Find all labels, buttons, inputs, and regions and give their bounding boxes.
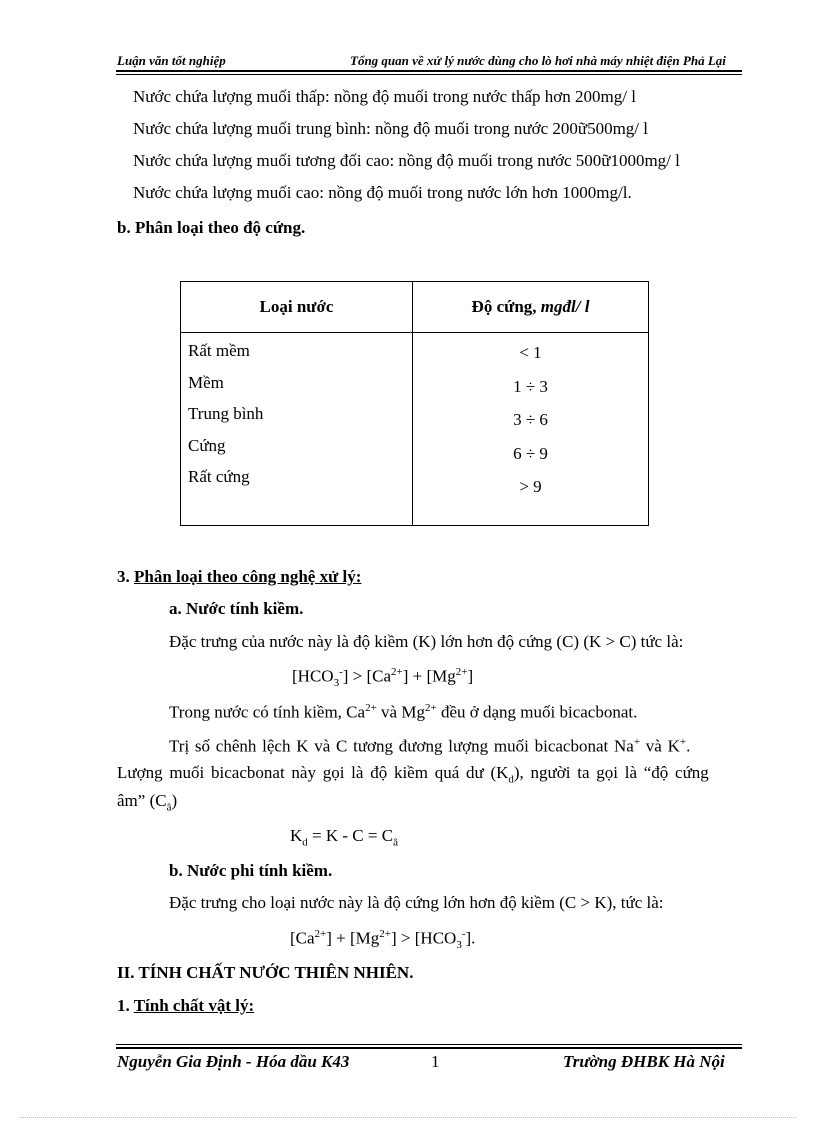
hardness-heading: b. Phân loại theo độ cứng. bbox=[117, 218, 306, 237]
sub-b-formula bbox=[290, 928, 475, 951]
formula-sup: - bbox=[339, 666, 343, 678]
table-row-value: > 9 bbox=[519, 477, 542, 496]
sub-a-line3 bbox=[169, 736, 690, 757]
text-part: đều ở dạng muối bicacbonat. bbox=[436, 702, 638, 722]
sub-b-paragraph: Đặc trưng cho loại nước này là độ cứng lớn hơn độ kiềm (C > K), tức là: bbox=[169, 893, 664, 912]
text-sup: + bbox=[679, 736, 687, 748]
sub-a-line2 bbox=[169, 702, 637, 723]
salt-line-low: Nước chứa lượng muối thấp: nồng độ muối trong nước thấp hơn 200mg/ l bbox=[133, 87, 636, 106]
salt-line-medium: Nước chứa lượng muối trung bình: nồng độ muối trong nước 200ữ500mg/ l bbox=[133, 119, 648, 138]
salt-line-relatively-high: Nước chứa lượng muối tương đối cao: nồng độ muối trong nước 500ữ1000mg/ l bbox=[133, 151, 680, 170]
header-right: Tổng quan về xử lý nước dùng cho lò hơi nhà máy nhiệt điện Phả Lại bbox=[350, 53, 726, 68]
table-row-type: Rất cứng bbox=[188, 467, 250, 486]
text-part: và K bbox=[640, 736, 680, 756]
hardness-table bbox=[180, 281, 649, 526]
text-part: và Mg bbox=[376, 702, 425, 722]
formula-part: [HCO bbox=[292, 666, 334, 686]
table-row-type: Trung bình bbox=[188, 404, 264, 423]
text-sub: d bbox=[508, 773, 514, 786]
formula-sub: 3 bbox=[333, 677, 340, 690]
formula-sup: 2+ bbox=[391, 666, 403, 678]
text-part: Trị số chênh lệch K và C tương đương lượng muối bicacbonat Na bbox=[169, 736, 634, 756]
sub-a-line4 bbox=[117, 763, 709, 785]
section-1-heading bbox=[117, 996, 254, 1016]
text-part: K bbox=[290, 826, 303, 845]
table-header-water-type: Loại nước bbox=[181, 282, 413, 333]
formula-part: ] > [HCO bbox=[391, 928, 457, 948]
salt-line-high: Nước chứa lượng muối cao: nồng độ muối trong nước lớn hơn 1000mg/l. bbox=[133, 183, 632, 202]
section-1-number: 1. bbox=[117, 996, 134, 1015]
table-row-type: Rất mềm bbox=[188, 341, 250, 360]
kd-equation bbox=[290, 826, 398, 848]
sub-a-formula bbox=[292, 666, 473, 689]
table-types-cell bbox=[181, 333, 413, 526]
table-values-cell bbox=[413, 333, 649, 526]
table-row-value: 1 ÷ 3 bbox=[513, 376, 548, 396]
table-header-hardness-unit: mgđl/ l bbox=[540, 297, 590, 316]
footer-school: Trường ĐHBK Hà Nội bbox=[563, 1052, 725, 1071]
text-part: ) bbox=[171, 791, 178, 810]
text-sub: â bbox=[393, 836, 398, 849]
formula-sup: 2+ bbox=[379, 928, 392, 940]
section-3-title: Phân loại theo công nghệ xử lý: bbox=[134, 567, 362, 586]
text-part: ), người ta gọi là “độ cứng bbox=[513, 763, 709, 782]
formula-sup: 2+ bbox=[455, 666, 468, 678]
sub-b-heading: b. Nước phi tính kiềm. bbox=[169, 861, 333, 880]
table-row-type: Cứng bbox=[188, 435, 226, 455]
table-row-value: < 1 bbox=[519, 343, 542, 362]
table-row-type: Mềm bbox=[188, 372, 224, 392]
text-part: Trong nước có tính kiềm, Ca bbox=[169, 702, 366, 722]
text-sup: + bbox=[633, 736, 641, 748]
section-3-number: 3. bbox=[117, 567, 134, 586]
formula-part: ] + [Mg bbox=[402, 666, 456, 686]
table-row-value: 3 ÷ 6 bbox=[513, 410, 548, 429]
formula-part: ] > [Ca bbox=[342, 666, 392, 686]
section-II-heading: II. TÍNH CHẤT NƯỚC THIÊN NHIÊN. bbox=[117, 963, 414, 982]
formula-sup: - bbox=[461, 928, 466, 940]
footer-rule bbox=[116, 1047, 742, 1049]
text-part: Lượng muối bicacbonat này gọi là độ kiềm quá dư (K bbox=[117, 763, 509, 782]
text-part: . bbox=[686, 736, 691, 756]
footer-author: Nguyễn Gia Định - Hóa dầu K43 bbox=[117, 1052, 350, 1071]
table-header-hardness bbox=[413, 282, 649, 333]
section-3-heading bbox=[117, 567, 361, 587]
text-sub: â bbox=[166, 801, 172, 814]
table-header-hardness-main: Độ cứng, bbox=[471, 297, 541, 316]
text-part: = K - C = C bbox=[307, 826, 394, 845]
formula-part: ]. bbox=[465, 928, 476, 948]
table-row-value: 6 ÷ 9 bbox=[513, 443, 548, 463]
header-rule-thin bbox=[116, 74, 742, 75]
formula-part: [Ca bbox=[290, 928, 315, 948]
text-sub: d bbox=[302, 836, 308, 849]
section-1-title: Tính chất vật lý: bbox=[133, 996, 255, 1015]
formula-part: ] bbox=[467, 666, 474, 686]
text-part: âm” (C bbox=[117, 791, 167, 810]
footer-rule-thin bbox=[116, 1044, 742, 1045]
formula-part: ] + [Mg bbox=[326, 928, 380, 948]
sub-a-line5 bbox=[117, 791, 177, 813]
page-bottom-dotted-line bbox=[20, 1117, 796, 1118]
text-sup: 2+ bbox=[424, 702, 437, 714]
formula-sub: 3 bbox=[456, 939, 462, 952]
sub-a-paragraph: Đặc trưng của nước này là độ kiềm (K) lớn hơn độ cứng (C) (K > C) tức là: bbox=[169, 632, 684, 651]
header-left: Luận văn tốt nghiệp bbox=[117, 53, 226, 68]
sub-a-heading: a. Nước tính kiềm. bbox=[169, 599, 304, 618]
formula-sup: 2+ bbox=[314, 928, 327, 940]
header-rule bbox=[116, 70, 742, 72]
text-sup: 2+ bbox=[365, 702, 377, 714]
footer-page-number: 1 bbox=[431, 1052, 440, 1071]
